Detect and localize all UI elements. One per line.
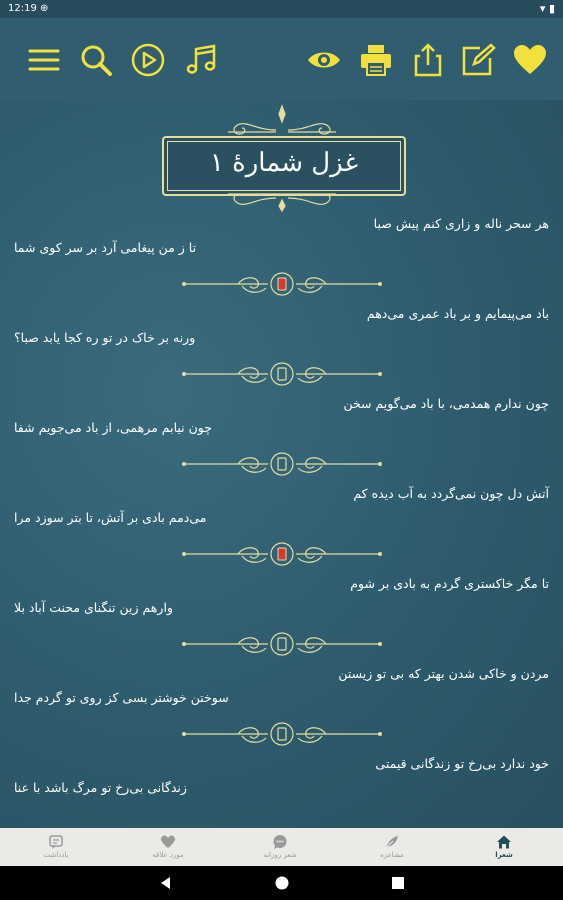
edit-icon [460, 42, 496, 78]
verse-divider [182, 542, 382, 566]
edit-button[interactable] [458, 40, 498, 80]
status-icons [540, 2, 555, 15]
music-icon [184, 42, 220, 78]
play-icon [130, 42, 166, 78]
poem-title: غزل شمارهٔ ۱ [209, 148, 359, 178]
verse-5-second: وارهم زین تنگنای محنت آباد بلا [14, 600, 173, 615]
poem-content[interactable] [0, 100, 563, 828]
verse-7-second: زندگانی بی‌رخ تو مرگ باشد با عنا [14, 780, 187, 795]
verse-divider [182, 362, 382, 386]
ornament-bottom [218, 192, 346, 212]
nav-poets[interactable] [448, 828, 560, 866]
back-icon[interactable] [158, 875, 174, 891]
search-icon [78, 42, 114, 78]
verse-6-first: مردن و خاکی شدن بهتر که بی تو زیستن [338, 666, 549, 681]
heart-icon [512, 42, 548, 78]
status-time: 12:19 [8, 3, 37, 14]
view-button[interactable] [304, 40, 344, 80]
eye-icon [306, 42, 342, 78]
nav-daily-poem[interactable] [224, 828, 336, 866]
menu-icon [26, 42, 62, 78]
nav-daily-poem-label: شعر روزانه [263, 851, 297, 859]
print-icon [358, 42, 394, 78]
verse-divider [182, 452, 382, 476]
home-icon[interactable] [274, 875, 290, 891]
home-icon [496, 834, 512, 850]
title-frame [162, 136, 406, 196]
notification-icon: ⊕ [40, 3, 49, 14]
battery-icon: ▮ [548, 2, 555, 15]
chat-icon [272, 834, 288, 850]
status-bar [0, 0, 563, 18]
verse-marker-red [278, 548, 286, 560]
menu-button[interactable] [24, 40, 64, 80]
search-button[interactable] [76, 40, 116, 80]
feather-icon [384, 834, 400, 850]
print-button[interactable] [356, 40, 396, 80]
verse-divider [182, 632, 382, 656]
nav-mosha-ere-label: مشاعره [380, 851, 404, 859]
verse-4-second: می‌دمم بادی بر آتش، تا بتر سوزد مرا [14, 510, 207, 525]
nav-mosha-ere[interactable] [336, 828, 448, 866]
nav-favorites[interactable] [112, 828, 224, 866]
verse-2-first: باد می‌پیمایم و بر باد عمری می‌دهم [366, 306, 549, 321]
ornament-top [218, 102, 346, 136]
nav-poets-label: شعرا [495, 851, 513, 859]
wifi-icon: ▾ [539, 2, 546, 15]
recents-icon[interactable] [390, 875, 406, 891]
note-icon [48, 834, 64, 850]
verse-divider [182, 722, 382, 746]
nav-favorites-label: مورد علاقه [152, 851, 184, 859]
share-button[interactable] [408, 40, 448, 80]
verse-1-second: تا ز من پیغامی آرد بر سر کوی شما [14, 240, 197, 255]
system-navigation [0, 866, 563, 900]
play-button[interactable] [128, 40, 168, 80]
heart-icon [160, 834, 176, 850]
toolbar [0, 18, 563, 100]
verse-divider [182, 272, 382, 296]
share-icon [410, 42, 446, 78]
verse-2-second: ورنه بر خاک در تو ره کجا یابد صبا؟ [14, 330, 196, 345]
verse-5-first: تا مگر خاکستری گردم به بادی بر شوم [350, 576, 549, 591]
verse-7-first: خود ندارد بی‌رخ تو زندگانی قیمتی [375, 756, 549, 771]
verse-4-first: آتش دل چون نمی‌گردد به آب دیده کم [353, 486, 549, 501]
music-button[interactable] [182, 40, 222, 80]
verse-3-first: چون ندارم همدمی، با باد می‌گویم سخن [343, 396, 549, 411]
favorite-button[interactable] [510, 40, 550, 80]
verse-3-second: چون نیابم مرهمی، از باد می‌جویم شفا [14, 420, 212, 435]
nav-notes-label: یادداشت [43, 851, 69, 859]
verse-1-first: هر سحر ناله و زاری کنم پیش صبا [373, 216, 549, 231]
verse-marker-red [278, 278, 286, 290]
verse-6-second: سوختن خوشتر بسی کز روی تو گردم جدا [14, 690, 229, 705]
bottom-navigation [0, 828, 563, 866]
nav-notes[interactable] [0, 828, 112, 866]
